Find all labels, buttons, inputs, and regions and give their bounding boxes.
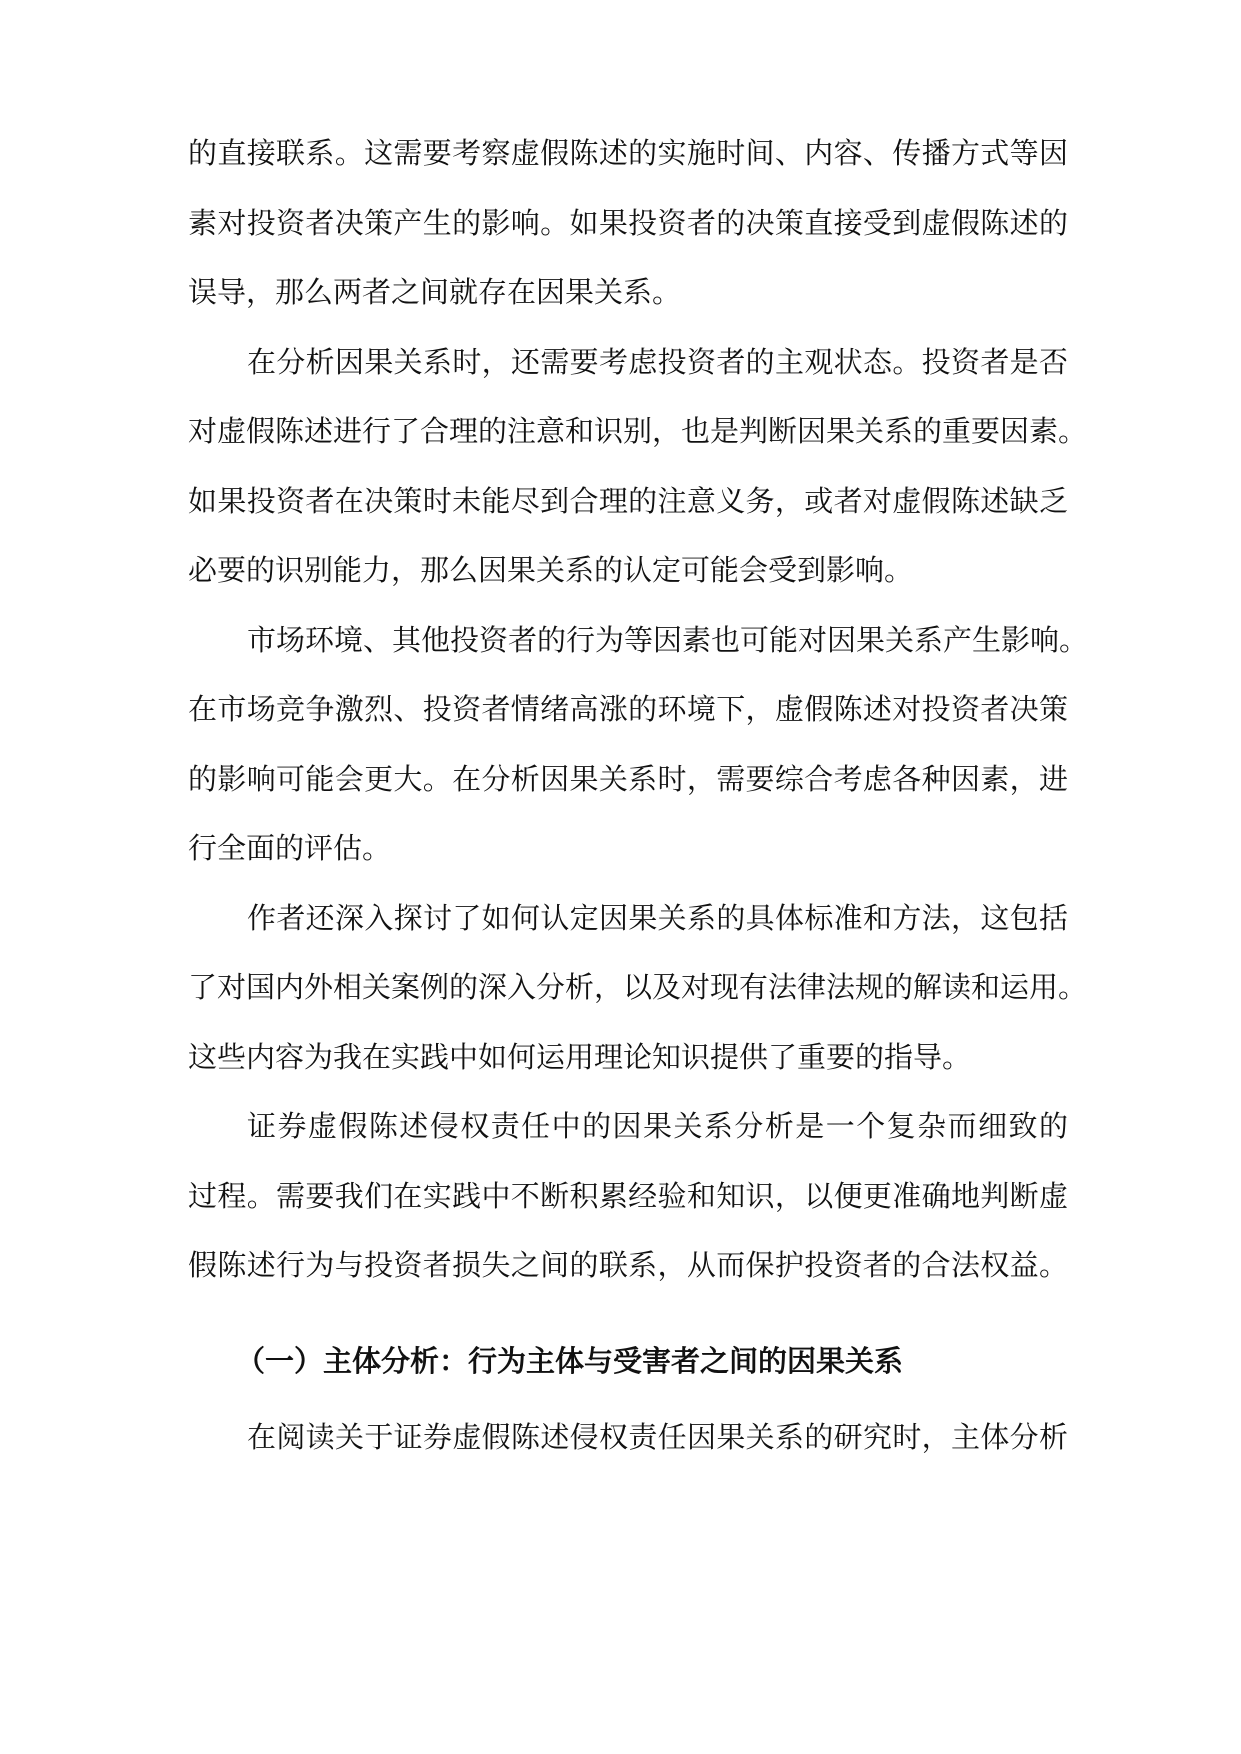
paragraph-line: 了对国内外相关案例的深入分析，以及对现有法律法规的解读和运用。	[188, 970, 1088, 1004]
paragraph-line: 如果投资者在决策时未能尽到合理的注意义务，或者对虚假陈述缺乏	[188, 484, 1068, 518]
paragraph-line: 证券虚假陈述侵权责任中的因果关系分析是一个复杂而细致的	[247, 1109, 1068, 1143]
paragraph-line: 在阅读关于证券虚假陈述侵权责任因果关系的研究时，主体分析	[247, 1420, 1068, 1454]
paragraph-line: 在市场竞争激烈、投资者情绪高涨的环境下，虚假陈述对投资者决策	[188, 692, 1068, 726]
paragraph-line: 必要的识别能力，那么因果关系的认定可能会受到影响。	[188, 553, 914, 587]
paragraph-line: 素对投资者决策产生的影响。如果投资者的决策直接受到虚假陈述的	[188, 206, 1068, 240]
paragraph-line: 在分析因果关系时，还需要考虑投资者的主观状态。投资者是否	[247, 345, 1068, 379]
paragraph-line: 作者还深入探讨了如何认定因果关系的具体标准和方法，这包括	[247, 901, 1068, 935]
paragraph-line: 这些内容为我在实践中如何运用理论知识提供了重要的指导。	[188, 1040, 972, 1074]
section-heading: （一）主体分析：行为主体与受害者之间的因果关系	[236, 1344, 904, 1378]
paragraph-line: 的直接联系。这需要考察虚假陈述的实施时间、内容、传播方式等因	[188, 136, 1068, 170]
paragraph-line: 过程。需要我们在实践中不断积累经验和知识，以便更准确地判断虚	[188, 1179, 1068, 1213]
paragraph-line: 对虚假陈述进行了合理的注意和识别，也是判断因果关系的重要因素。	[188, 414, 1088, 448]
paragraph-line: 的影响可能会更大。在分析因果关系时，需要综合考虑各种因素，进	[188, 762, 1068, 796]
paragraph-line: 假陈述行为与投资者损失之间的联系，从而保护投资者的合法权益。	[188, 1248, 1068, 1282]
paragraph-line: 误导，那么两者之间就存在因果关系。	[188, 275, 682, 309]
paragraph-line: 市场环境、其他投资者的行为等因素也可能对因果关系产生影响。	[247, 623, 1089, 657]
paragraph-line: 行全面的评估。	[188, 831, 392, 865]
